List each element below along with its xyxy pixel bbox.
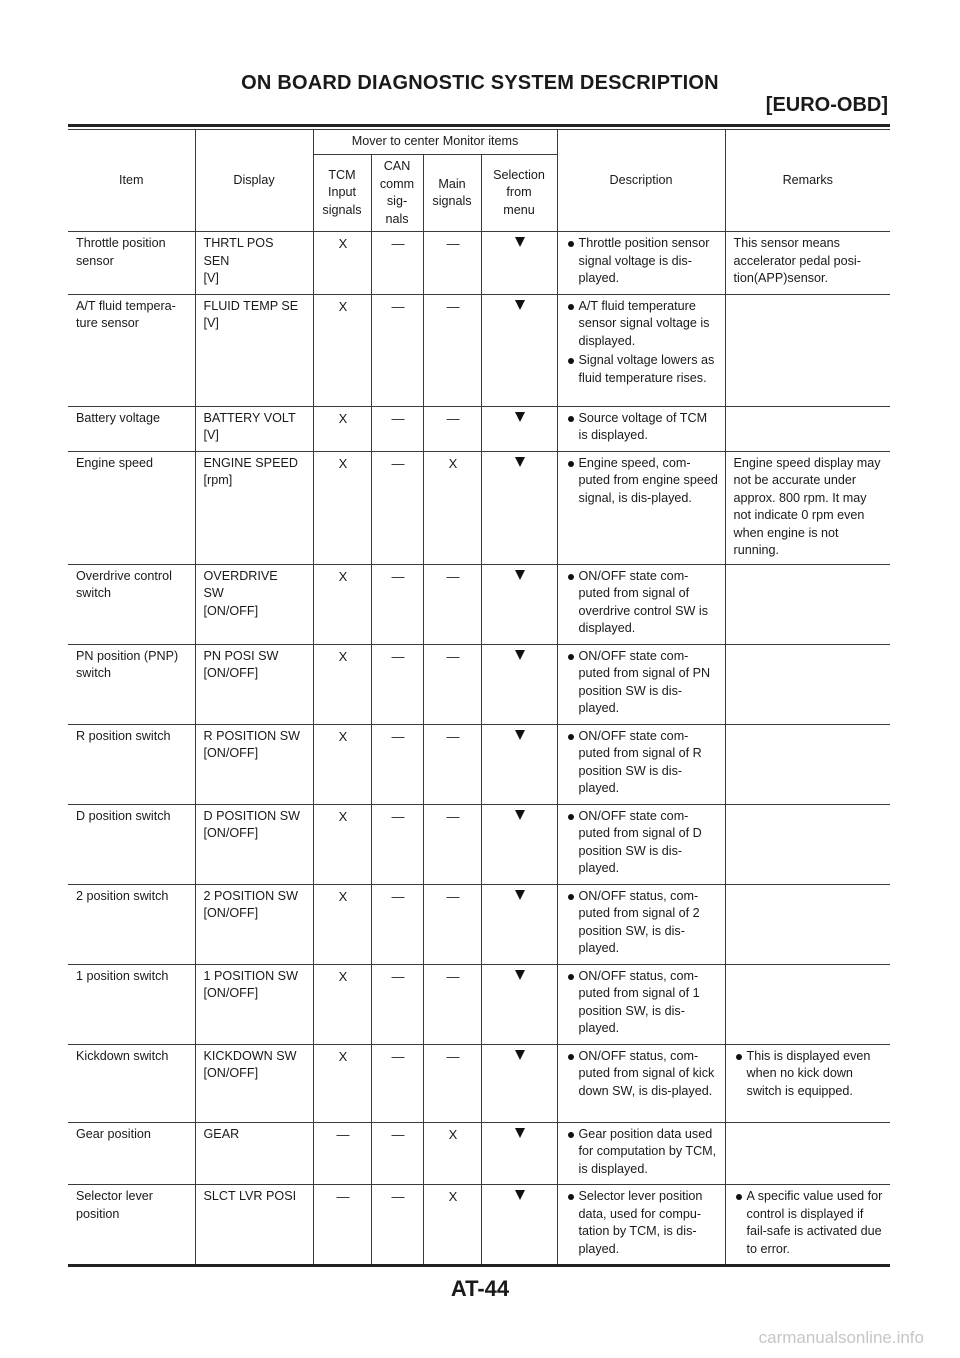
cell-description — [557, 884, 725, 964]
triangle-down-icon — [515, 300, 525, 310]
cell-can-comm: — — [371, 232, 423, 295]
page-subtitle: [EURO-OBD] — [765, 94, 888, 116]
header-main-signals: Main signals — [423, 155, 481, 232]
cell-description — [557, 1044, 725, 1122]
cell-remarks — [725, 724, 890, 804]
cell-selection — [481, 884, 557, 964]
cell-can-comm: — — [371, 294, 423, 406]
table-row — [68, 294, 890, 406]
cell-item: Throttle position sensor — [68, 232, 195, 295]
cell-tcm-input: X — [313, 964, 371, 1044]
triangle-down-icon — [515, 730, 525, 740]
cell-main-signals: X — [423, 1185, 481, 1266]
bullet-item: ON/OFF status, com-puted from signal of kick down SW, is dis-played. — [566, 1048, 719, 1101]
description-list — [566, 410, 719, 445]
cell-tcm-input: X — [313, 804, 371, 884]
bullet-item: A specific value used for control is displayed if fail-safe is activated due to error. — [734, 1188, 885, 1258]
description-list — [566, 455, 719, 508]
cell-tcm-input: X — [313, 451, 371, 564]
cell-description — [557, 564, 725, 644]
cell-display: ENGINE SPEED [rpm] — [195, 451, 313, 564]
header-rule — [68, 124, 890, 127]
remarks-list — [734, 1048, 885, 1101]
cell-display: SLCT LVR POSI — [195, 1185, 313, 1266]
cell-tcm-input: X — [313, 884, 371, 964]
cell-item: A/T fluid tempera- ture sensor — [68, 294, 195, 406]
cell-display: 1 POSITION SW [ON/OFF] — [195, 964, 313, 1044]
cell-tcm-input: X — [313, 724, 371, 804]
description-list — [566, 568, 719, 638]
cell-item: 1 position switch — [68, 964, 195, 1044]
cell-tcm-input: — — [313, 1185, 371, 1266]
header-selection-menu: Selection from menu — [481, 155, 557, 232]
cell-remarks — [725, 406, 890, 451]
cell-selection — [481, 564, 557, 644]
cell-can-comm: — — [371, 804, 423, 884]
description-list — [566, 968, 719, 1038]
description-list — [566, 298, 719, 388]
cell-main-signals: X — [423, 451, 481, 564]
header-remarks: Remarks — [725, 130, 890, 232]
cell-tcm-input: — — [313, 1122, 371, 1185]
cell-can-comm: — — [371, 1122, 423, 1185]
cell-display: 2 POSITION SW [ON/OFF] — [195, 884, 313, 964]
cell-can-comm: — — [371, 406, 423, 451]
cell-description — [557, 294, 725, 406]
triangle-down-icon — [515, 650, 525, 660]
table-row — [68, 1122, 890, 1185]
cell-can-comm: — — [371, 884, 423, 964]
cell-main-signals: — — [423, 294, 481, 406]
bullet-item: Source voltage of TCM is displayed. — [566, 410, 719, 445]
cell-description — [557, 232, 725, 295]
bullet-item: ON/OFF state com-puted from signal of PN position SW is dis-played. — [566, 648, 719, 718]
cell-display: KICKDOWN SW [ON/OFF] — [195, 1044, 313, 1122]
description-list — [566, 728, 719, 798]
table-row — [68, 964, 890, 1044]
table-row — [68, 804, 890, 884]
cell-description — [557, 724, 725, 804]
table-row — [68, 644, 890, 724]
cell-description — [557, 964, 725, 1044]
header-tcm-input: TCM Input signals — [313, 155, 371, 232]
cell-can-comm: — — [371, 1044, 423, 1122]
cell-item: Overdrive control switch — [68, 564, 195, 644]
cell-can-comm: — — [371, 564, 423, 644]
cell-description — [557, 406, 725, 451]
cell-can-comm: — — [371, 964, 423, 1044]
bullet-item: Signal voltage lowers as fluid temperature rises. — [566, 352, 719, 387]
cell-item: Selector lever position — [68, 1185, 195, 1266]
cell-selection — [481, 964, 557, 1044]
bullet-item: ON/OFF status, com-puted from signal of 1 position SW, is dis-played. — [566, 968, 719, 1038]
cell-main-signals: — — [423, 724, 481, 804]
description-list — [566, 808, 719, 878]
cell-display: THRTL POS SEN [V] — [195, 232, 313, 295]
bullet-item: ON/OFF state com-puted from signal of D position SW is dis-played. — [566, 808, 719, 878]
table-row — [68, 564, 890, 644]
cell-remarks — [725, 964, 890, 1044]
header-monitor-group: Mover to center Monitor items — [313, 130, 557, 155]
cell-main-signals: — — [423, 564, 481, 644]
cell-tcm-input: X — [313, 564, 371, 644]
bullet-item: Throttle position sensor signal voltage is dis-played. — [566, 235, 719, 288]
cell-can-comm: — — [371, 724, 423, 804]
triangle-down-icon — [515, 890, 525, 900]
cell-main-signals: — — [423, 804, 481, 884]
bullet-item: Selector lever position data, used for compu-tation by TCM, is dis-played. — [566, 1188, 719, 1258]
header-can-comm: CAN comm sig- nals — [371, 155, 423, 232]
cell-item: Kickdown switch — [68, 1044, 195, 1122]
cell-selection — [481, 1122, 557, 1185]
table-row — [68, 1185, 890, 1266]
cell-display: GEAR — [195, 1122, 313, 1185]
cell-main-signals: X — [423, 1122, 481, 1185]
cell-tcm-input: X — [313, 232, 371, 295]
cell-selection — [481, 451, 557, 564]
cell-selection — [481, 644, 557, 724]
cell-main-signals: — — [423, 1044, 481, 1122]
cell-description — [557, 804, 725, 884]
cell-item: Battery voltage — [68, 406, 195, 451]
page-number: AT-44 — [450, 1276, 510, 1301]
description-list — [566, 235, 719, 288]
cell-item: D position switch — [68, 804, 195, 884]
triangle-down-icon — [515, 1190, 525, 1200]
description-list — [566, 1126, 719, 1179]
triangle-down-icon — [515, 237, 525, 247]
cell-selection — [481, 294, 557, 406]
table-body — [68, 232, 890, 1266]
cell-main-signals: — — [423, 232, 481, 295]
cell-display: OVERDRIVE SW [ON/OFF] — [195, 564, 313, 644]
bullet-item: ON/OFF status, com-puted from signal of 2 position SW, is dis-played. — [566, 888, 719, 958]
bullet-item: Engine speed, com-puted from engine speed signal, is dis-played. — [566, 455, 719, 508]
cell-tcm-input: X — [313, 1044, 371, 1122]
page-title: ON BOARD DIAGNOSTIC SYSTEM DESCRIPTION — [241, 72, 719, 94]
cell-display: D POSITION SW [ON/OFF] — [195, 804, 313, 884]
cell-display: PN POSI SW [ON/OFF] — [195, 644, 313, 724]
cell-main-signals: — — [423, 644, 481, 724]
remarks-list — [734, 1188, 885, 1258]
cell-remarks — [725, 1044, 890, 1122]
cell-selection — [481, 724, 557, 804]
triangle-down-icon — [515, 810, 525, 820]
cell-remarks — [725, 564, 890, 644]
cell-selection — [481, 1185, 557, 1266]
table-row — [68, 1044, 890, 1122]
description-list — [566, 1048, 719, 1101]
bullet-item: Gear position data used for computation by TCM, is displayed. — [566, 1126, 719, 1179]
cell-display: BATTERY VOLT [V] — [195, 406, 313, 451]
cell-selection — [481, 232, 557, 295]
cell-remarks — [725, 884, 890, 964]
triangle-down-icon — [515, 412, 525, 422]
cell-description — [557, 644, 725, 724]
cell-item: Engine speed — [68, 451, 195, 564]
table-row — [68, 232, 890, 295]
table-row — [68, 884, 890, 964]
watermark: carmanualsonline.info — [758, 1328, 924, 1347]
cell-remarks — [725, 1122, 890, 1185]
cell-display: FLUID TEMP SE [V] — [195, 294, 313, 406]
cell-item: PN position (PNP) switch — [68, 644, 195, 724]
description-list — [566, 1188, 719, 1258]
cell-tcm-input: X — [313, 406, 371, 451]
cell-tcm-input: X — [313, 644, 371, 724]
cell-can-comm: — — [371, 451, 423, 564]
cell-remarks — [725, 294, 890, 406]
header-description: Description — [557, 130, 725, 232]
cell-description — [557, 1122, 725, 1185]
cell-main-signals: — — [423, 406, 481, 451]
cell-remarks — [725, 1185, 890, 1266]
triangle-down-icon — [515, 970, 525, 980]
triangle-down-icon — [515, 1050, 525, 1060]
triangle-down-icon — [515, 457, 525, 467]
cell-tcm-input: X — [313, 294, 371, 406]
cell-remarks — [725, 804, 890, 884]
cell-main-signals: — — [423, 964, 481, 1044]
triangle-down-icon — [515, 570, 525, 580]
cell-selection — [481, 804, 557, 884]
cell-display: R POSITION SW [ON/OFF] — [195, 724, 313, 804]
description-list — [566, 648, 719, 718]
bullet-item: A/T fluid temperature sensor signal voltage is displayed. — [566, 298, 719, 351]
monitor-items-table — [68, 129, 890, 1267]
bullet-item: This is displayed even when no kick down switch is equipped. — [734, 1048, 885, 1101]
cell-main-signals: — — [423, 884, 481, 964]
cell-can-comm: — — [371, 1185, 423, 1266]
cell-item: 2 position switch — [68, 884, 195, 964]
cell-remarks: Engine speed display may not be accurate under approx. 800 rpm. It may not indicate 0 rpm even when engine is not running. — [725, 451, 890, 564]
cell-selection — [481, 1044, 557, 1122]
cell-remarks: This sensor means accelerator pedal posi-tion(APP)sensor. — [725, 232, 890, 295]
table-row — [68, 451, 890, 564]
description-list — [566, 888, 719, 958]
header-item: Item — [68, 130, 195, 232]
cell-item: Gear position — [68, 1122, 195, 1185]
table-row — [68, 724, 890, 804]
cell-description — [557, 1185, 725, 1266]
cell-description — [557, 451, 725, 564]
cell-can-comm: — — [371, 644, 423, 724]
cell-remarks — [725, 644, 890, 724]
cell-item: R position switch — [68, 724, 195, 804]
header-display: Display — [195, 130, 313, 232]
table-row — [68, 406, 890, 451]
bullet-item: ON/OFF state com-puted from signal of overdrive control SW is displayed. — [566, 568, 719, 638]
triangle-down-icon — [515, 1128, 525, 1138]
cell-selection — [481, 406, 557, 451]
bullet-item: ON/OFF state com-puted from signal of R position SW is dis-played. — [566, 728, 719, 798]
